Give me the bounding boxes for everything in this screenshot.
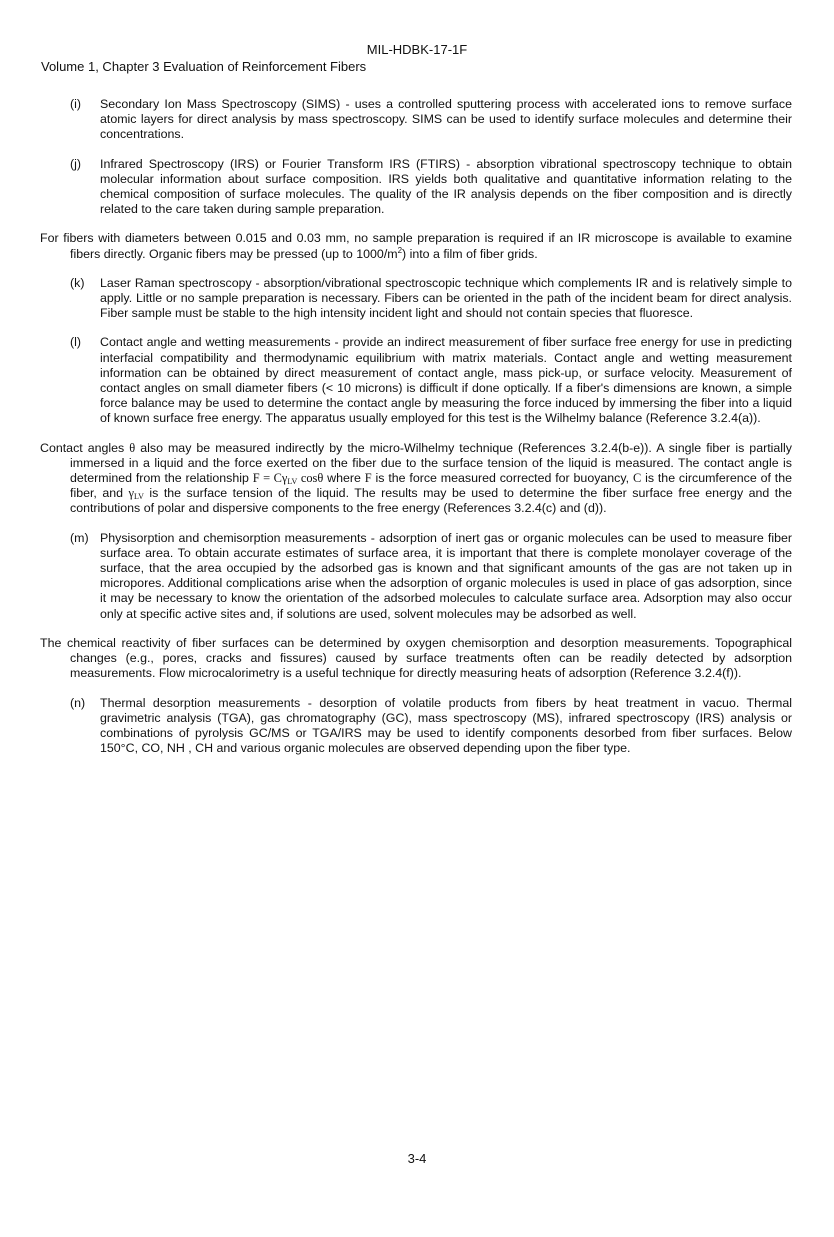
list-item-j — [70, 157, 792, 218]
paragraph-text: Contact angles — [40, 440, 130, 455]
circumference-symbol: C — [632, 471, 642, 486]
theta-symbol: θ — [129, 440, 136, 455]
paragraph-text: is the surface tension of the liquid. The results may be used to determine the fiber surface free energy and the contributions of polar and dispersive components to the free energy (References 3.2.4(c) and (d)). — [70, 486, 793, 516]
list-item-m — [70, 531, 792, 622]
paragraph-text: also may be measured indirectly by the micro-Wilhelmy technique (References 3.2.4(b-e)). A single fiber is partially immersed in a liquid and the force exerted on the fiber due to the surface tension of the liquid is measured. The contact angle is determined from the relationship — [70, 440, 792, 486]
paragraph-text: is the circumference of the fiber, and — [70, 471, 793, 501]
item-text: Laser Raman spectroscopy - absorption/vibrational spectroscopic technique which complements IR and is relatively simple to apply. Little or no sample preparation is necessary. Fibers can be oriented in the path of the incident beam for direct analysis. Fiber sample must be stable to the high intensity incident light and should not contain species that fluoresce. — [100, 275, 792, 321]
item-label: (k) — [70, 275, 85, 290]
paragraph-ir-fibers — [40, 231, 792, 261]
item-label: (j) — [70, 156, 82, 171]
gamma-symbol: γ — [128, 486, 134, 501]
chapter-heading: Volume 1, Chapter 3 Evaluation of Reinforcement Fibers — [41, 59, 367, 74]
list-item-n — [70, 696, 792, 757]
item-text: Secondary Ion Mass Spectroscopy (SIMS) - uses a controlled sputtering process with accelerated ions to remove surface atomic layers for direct analysis by mass spectroscopy. SIMS can be used to identify surface molecules and determine their concentrations. — [100, 97, 792, 142]
paragraph-text: ) into a film of fiber grids. — [402, 246, 538, 261]
item-label: (m) — [70, 530, 89, 545]
item-label: (l) — [70, 335, 82, 350]
item-label: (n) — [70, 695, 86, 710]
equation-lhs: F = C — [252, 471, 282, 486]
item-text: Infrared Spectroscopy (IRS) or Fourier Transform IRS (FTIRS) - absorption vibrational spectroscopy technique to obtain molecular information about surface composition. IRS yields both qualitative and quantitative information relating to the chemical composition of surface molecules. The quality of the IR analysis depends on the fiber composition and is directly related to the care taken during sample preparation. — [100, 156, 792, 217]
superscript: 2 — [397, 245, 403, 255]
force-symbol: F — [364, 471, 372, 486]
paragraph-contact-angles — [40, 441, 792, 517]
gamma-symbol: γ — [281, 471, 288, 486]
item-text: Physisorption and chemisorption measurements - adsorption of inert gas or organic molecules can be used to measure fiber surface area. To obtain accurate estimates of surface area, it is important that there is complete monolayer coverage of the surface, that the area occupied by the adsorbed gas is known and that significant amounts of the gas are not taken up in micropores. Additional complications arise when the adsorption of organic molecules is used in place of gas adsorption, since it may be necessary to know the orientation of the adsorbed molecules to calculate surface area. Adsorption may also occur only at specific active sites and, if solutions are used, solvent molecules may be adsorbed as well. — [100, 530, 792, 621]
list-item-i — [70, 97, 792, 143]
list-item-k — [70, 276, 792, 322]
paragraph-reactivity: The chemical reactivity of fiber surfaces can be determined by oxygen chemisorption and desorption measurements. Topographical changes (e.g., pores, cracks and fissures) caused by surface treatments often can be readily detected by adsorption measurements. Flow microcalorimetry is a useful technique for directly measuring heats of adsorption (Reference 3.2.4(f)). — [40, 635, 792, 681]
subscript-lv: LV — [287, 477, 298, 487]
item-label: (i) — [70, 97, 82, 111]
equation-rhs: cosθ — [297, 471, 324, 486]
item-text: Contact angle and wetting measurements - provide an indirect measurement of fiber surface free energy for use in predicting interfacial compatibility and thermodynamic equilibrium with matrix materials. Contact angle and wetting measurement information can be obtained by direct measurement of contact angle, mass pick-up, or surface velocity. Measurement of contact angles on small diameter fibers (< 10 microns) is difficult if done optically. If a fiber's dimensions are known, a simple force balance may be used to determine the contact angle by measuring the force induced by immersing the fiber into a liquid of known surface free energy. The apparatus usually employed for this test is the Wilhelmy balance (Reference 3.2.4(a)). — [100, 335, 792, 426]
subscript-lv: LV — [134, 492, 144, 502]
list-item-l — [70, 335, 792, 426]
page-body — [40, 97, 793, 770]
paragraph-text: where — [323, 471, 365, 486]
page-number: 3-4 — [407, 1151, 427, 1166]
paragraph-text: is the force measured corrected for buoyancy, — [371, 471, 633, 486]
paragraph-text: For fibers with diameters between 0.015 and 0.03 mm, no sample preparation is required if an IR microscope is available to examine fibers directly. Organic fibers may be pressed (up to 1000/m — [40, 231, 792, 261]
item-text: Thermal desorption measurements - desorption of volatile products from fibers by heat treatment in vacuo. Thermal gravimetric analysis (TGA), gas chromatography (GC), mass spectroscopy (MS), infrared spectroscopy (IRS) analysis or combinations of pyrolysis GC/MS or TGA/IRS may be used to identify components desorbed from fiber surfaces. Below 150°C, CO, NH , CH and various organic molecules are observed depending upon the fiber type. — [100, 695, 792, 756]
document-id: MIL-HDBK-17-1F — [366, 42, 468, 57]
